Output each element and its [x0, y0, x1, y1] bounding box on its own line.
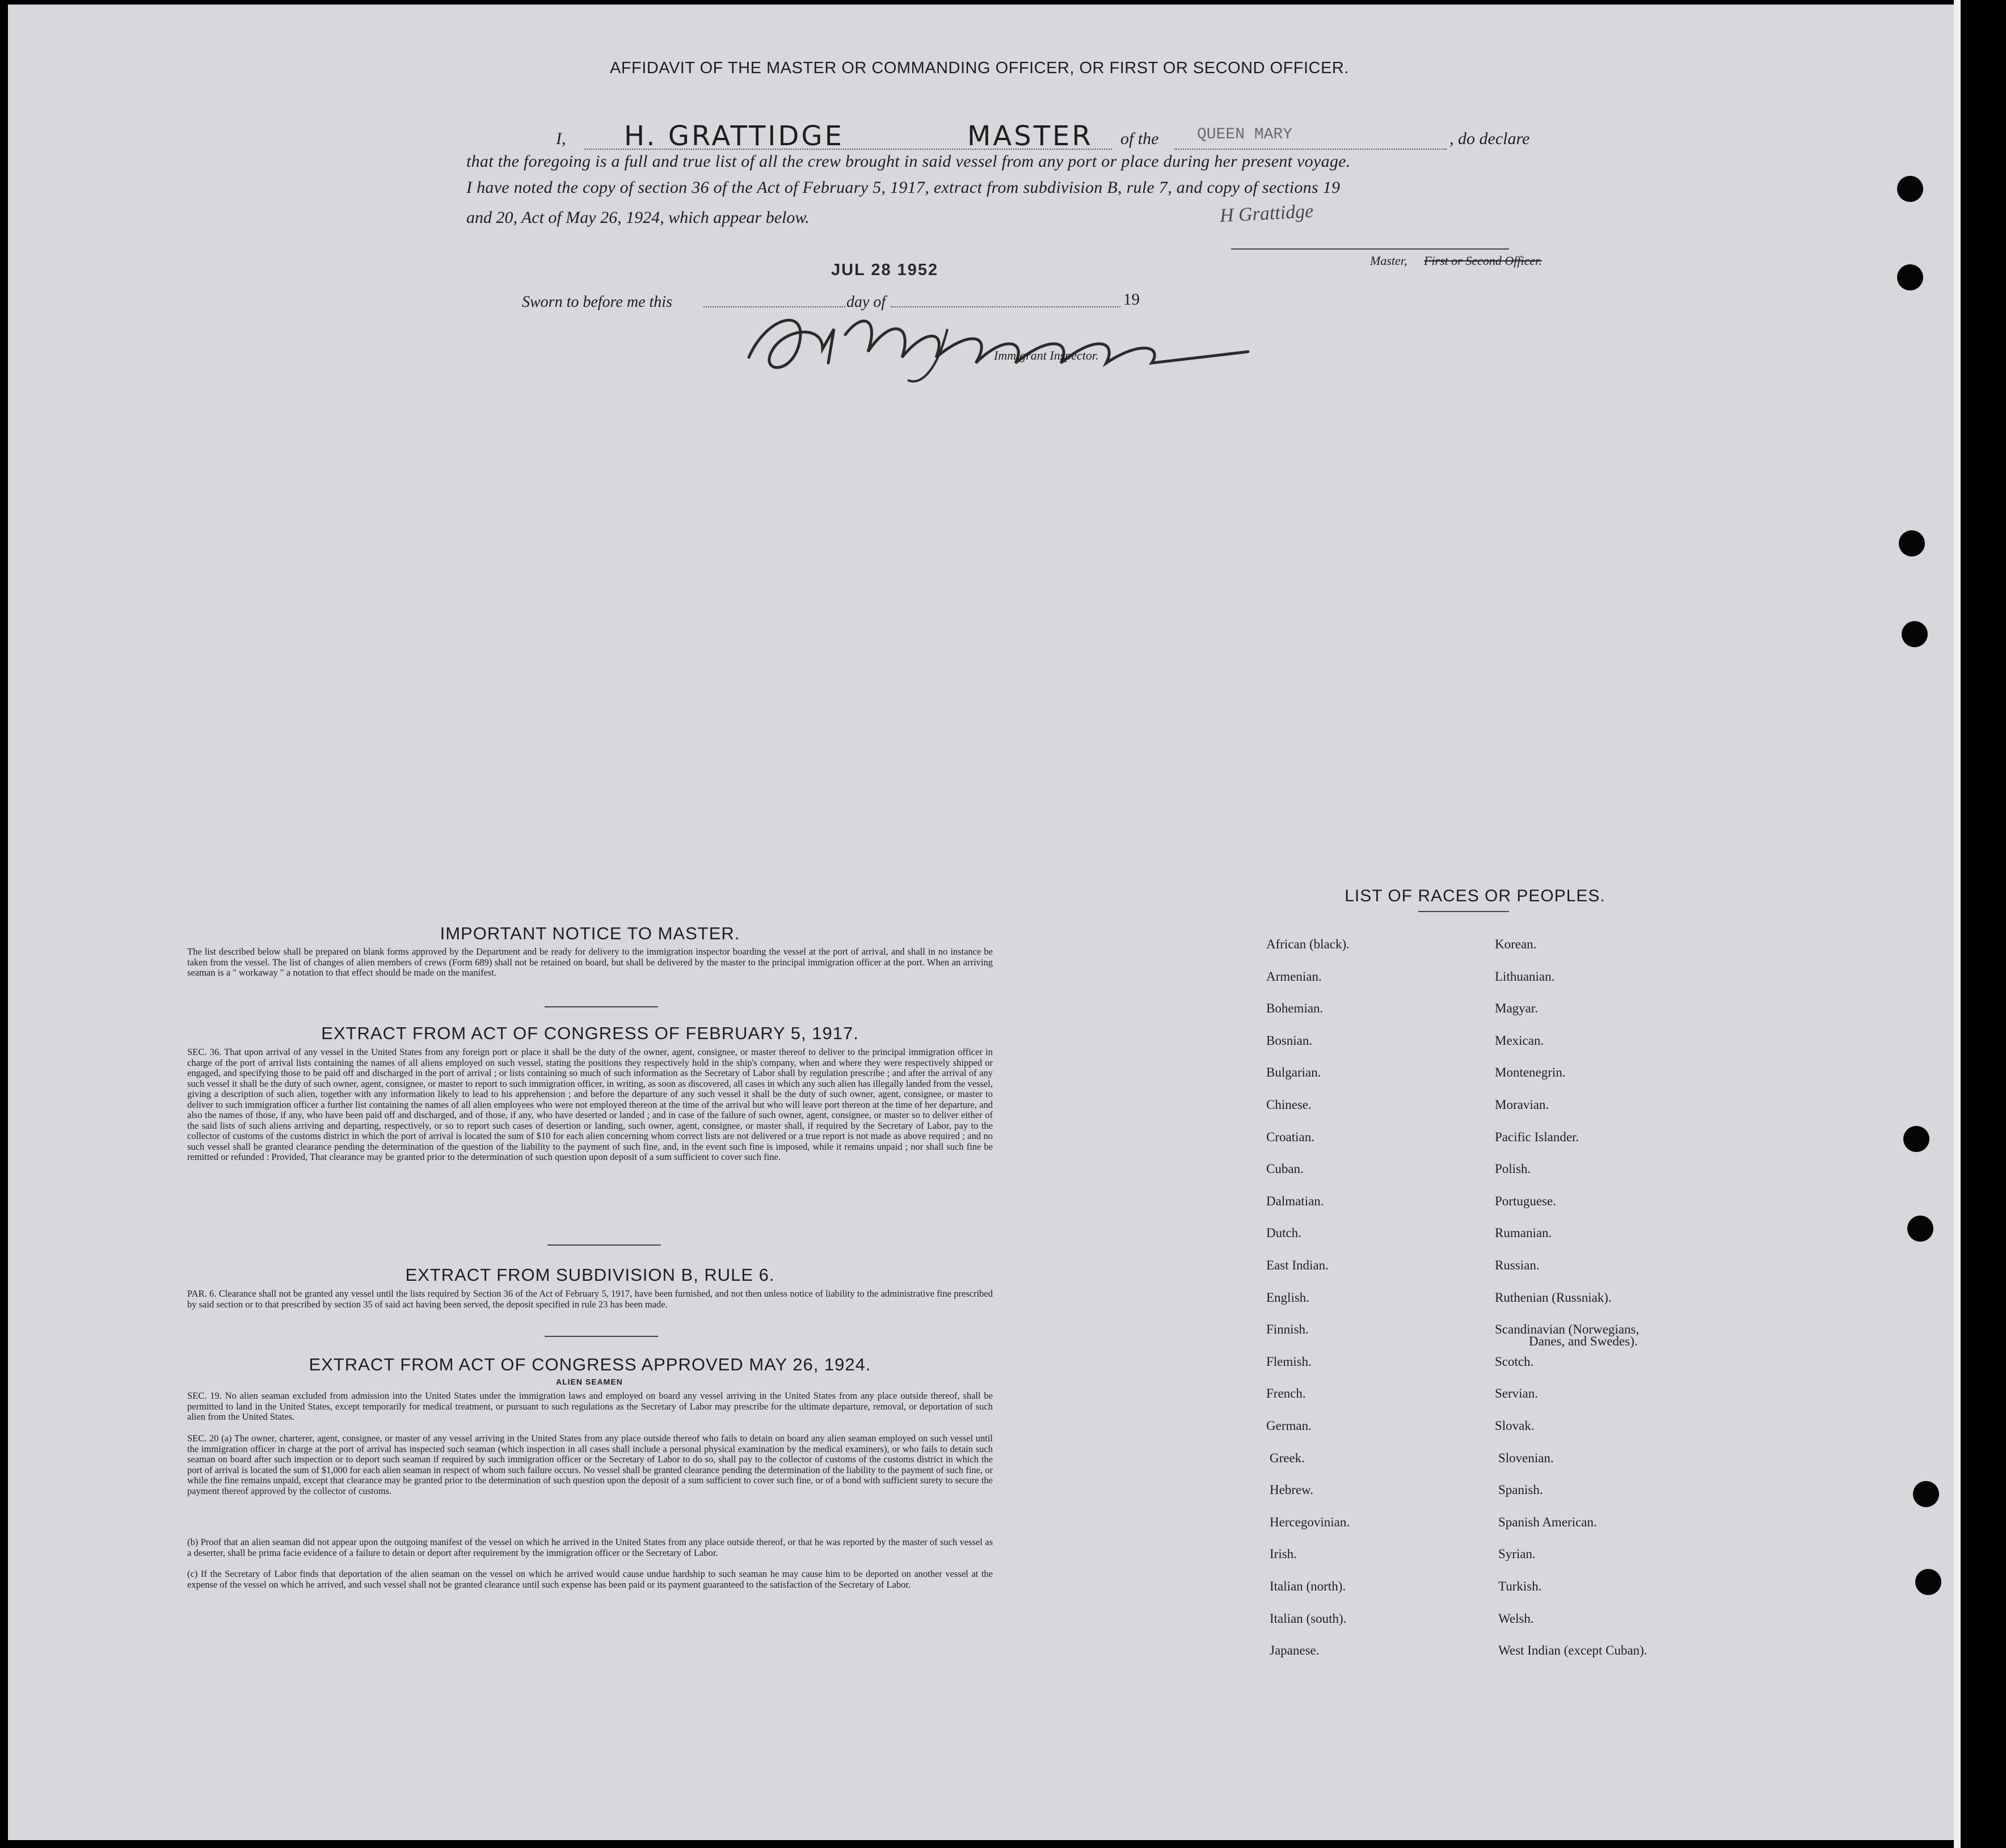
affidavit-line-4: and 20, Act of May 26, 1924, which appear below.: [466, 208, 810, 227]
notice-body: The list described below shall be prepared on blank forms approved by the Department and be ready for delivery to the immigration inspector boarding the vessel at the port of arrival, and shall in no instance be taken from the vessel. The list of changes of alien members of crews (Form 689) shall not be retained on board, but shall be delivered by the master to the principal immigration officer at the port. When an arriving seaman is a " workaway " a notation to that effect should be made on the manifest.: [187, 946, 993, 978]
race-item: Japanese.: [1270, 1643, 1320, 1658]
race-item: Turkish.: [1498, 1579, 1542, 1593]
date-stamp: JUL 28 1952: [831, 261, 939, 279]
race-item: Montenegrin.: [1495, 1065, 1566, 1080]
race-item: Dalmatian.: [1266, 1193, 1324, 1208]
race-item: French.: [1266, 1386, 1306, 1401]
races-title: LIST OF RACES OR PEOPLES.: [1345, 887, 1605, 905]
punch-hole: [1897, 176, 1923, 202]
race-item: Slovak.: [1495, 1419, 1535, 1433]
race-item: Servian.: [1495, 1386, 1539, 1401]
year-prefix: 19: [1123, 290, 1140, 309]
race-item: East Indian.: [1266, 1258, 1329, 1272]
sec-19-body: SEC. 19. No alien seaman excluded from admission into the United States under the immigration laws and employed on board any vessel arriving in the United States from any place outside thereof, shall be permitted to land in the United States, except temporarily for medical treatment, or pursuant to such regulations as the Secretary of Labor may prescribe for the ultimate departure, removal, or deportation of such alien from the United States.: [187, 1390, 993, 1422]
notice-title: IMPORTANT NOTICE TO MASTER.: [440, 923, 740, 943]
race-item: Hercegovinian.: [1270, 1514, 1350, 1529]
affidavit-line-2: that the foregoing is a full and true list of all the crew brought in said vessel from any port or place during her present voyage.: [466, 152, 1351, 171]
name-underline: [584, 149, 1112, 150]
race-item: Bosnian.: [1266, 1033, 1313, 1048]
signature-line: [1231, 248, 1509, 250]
affidavit-line-3: I have noted the copy of section 36 of the Act of February 5, 1917, extract from subdivision B, rule 7, and copy of sections 19: [466, 178, 1341, 197]
sec-20a-body: SEC. 20 (a) The owner, charterer, agent, consignee, or master of any vessel arriving in the United States from any place outside thereof who fails to detain on board any alien seaman employed on such vessel until the immigration officer in charge at the port of arrival has inspected such seaman (which inspection in all cases shall include a personal physical examination by the medical examiners), or who fails to detain such seaman on board after such inspection or to deport such seaman if required by such immigration officer or the Secretary of Labor to do so, shall pay to the collector of customs of the customs district in which the port of arrival is located the sum of $1,000 for each alien seaman in respect of whom such failure occurs. No vessel shall be granted clearance pending the determination of the liability to the payment of such fine, or while the fine remains unpaid, except that clearance may be granted prior to the determination of such question upon the deposit of a sum sufficient to cover such fine, or of a bond with sufficient surety to secure the payment thereof approved by the collector of customs.: [187, 1433, 993, 1496]
race-item: Hebrew.: [1270, 1483, 1314, 1497]
race-item: Slovenian.: [1498, 1450, 1554, 1465]
sec-20c-body: (c) If the Secretary of Labor finds that deportation of the alien seaman on the vessel on which he arrived would cause undue hardship to such seaman he may cause him to be deported on another vessel at the expense of the vessel on which he arrived, and such vessel shall not be granted clearance until such expense has been paid or its payment guaranteed to the satisfaction of the Secretary of Labor.: [187, 1568, 993, 1590]
divider: [547, 1244, 661, 1246]
affidavit-i: I,: [556, 129, 566, 148]
affidavit-title: AFFIDAVIT OF THE MASTER OR COMMANDING OFFICER, OR FIRST OR SECOND OFFICER.: [610, 59, 1349, 77]
punch-hole: [1913, 1481, 1939, 1507]
race-continuation: Danes, and Swedes).: [1529, 1334, 1638, 1348]
vessel-underline: [1174, 149, 1447, 150]
race-item: Lithuanian.: [1495, 969, 1555, 984]
alien-seamen-subtitle: ALIEN SEAMEN: [556, 1377, 623, 1386]
race-item: Cuban.: [1266, 1162, 1304, 1176]
extract-1917-title: EXTRACT FROM ACT OF CONGRESS OF FEBRUARY 5, 1917.: [321, 1023, 859, 1043]
divider: [545, 1336, 658, 1337]
race-item: Spanish American.: [1498, 1514, 1597, 1529]
struck-officer-label: First or Second Officer.: [1424, 254, 1542, 268]
page-edge: [1954, 0, 1961, 1848]
race-item: Greek.: [1270, 1450, 1305, 1465]
vessel-name: QUEEN MARY: [1197, 126, 1293, 144]
race-item: Armenian.: [1266, 969, 1322, 984]
master-name: H. GRATTIDGE: [624, 120, 844, 152]
rule-6-body: PAR. 6. Clearance shall not be granted any vessel until the lists required by Section 36 of the Act of February 5, 1917, have been furnished, and not then unless notice of liability to the administrative fine prescribed by said section or to that prescribed by section 35 of said act having been served, the deposit specified in rule 23 has been made.: [187, 1288, 993, 1310]
master-label: Master,: [1370, 254, 1407, 268]
race-item: Bohemian.: [1266, 1001, 1324, 1016]
document-page: [8, 5, 1954, 1840]
race-item: Mexican.: [1495, 1033, 1544, 1048]
extract-1924-title: EXTRACT FROM ACT OF CONGRESS APPROVED MAY 26, 1924.: [309, 1355, 871, 1374]
race-item: Korean.: [1495, 937, 1537, 951]
master-rank: MASTER: [967, 120, 1093, 152]
punch-hole: [1897, 264, 1923, 290]
race-item: Rumanian.: [1495, 1226, 1552, 1241]
races-title-underline: [1418, 911, 1509, 912]
race-item: Pacific Islander.: [1495, 1129, 1579, 1144]
day-of-label: day of: [846, 293, 886, 311]
race-item: Ruthenian (Russniak).: [1495, 1290, 1612, 1305]
race-item: Finnish.: [1266, 1322, 1309, 1337]
race-item: Bulgarian.: [1266, 1065, 1321, 1080]
of-the-label: of the: [1120, 129, 1159, 148]
race-item: Chinese.: [1266, 1098, 1312, 1112]
race-item: Scandinavian (Norwegians,: [1495, 1322, 1640, 1337]
race-item: Syrian.: [1498, 1547, 1536, 1562]
do-declare-label: , do declare: [1449, 129, 1530, 148]
race-item: Magyar.: [1495, 1001, 1539, 1016]
race-item: Dutch.: [1266, 1226, 1301, 1241]
punch-hole: [1903, 1126, 1929, 1152]
race-item: Croatian.: [1266, 1129, 1314, 1144]
race-item: Italian (south).: [1270, 1611, 1347, 1626]
race-item: Italian (north).: [1270, 1579, 1346, 1593]
race-item: Polish.: [1495, 1162, 1531, 1176]
extract-1917-body: SEC. 36. That upon arrival of any vessel in the United States from any foreign port or place it shall be the duty of the owner, agent, consignee, or master thereof to deliver to the principal immigration officer in charge of the port of arrival lists containing the names of all aliens employed on such vessel, stating the positions they respectively hold in the ship's company, when and where they were respectively shipped or engaged, and specifying those to be paid off and discharged in the port of arrival ; or lists containing so much of such information as the Secretary of Labor shall by regulation prescribe ; and after the arrival of any such vessel it shall be the duty of such owner, agent, consignee, or master to report to such immigration officer, in writing, as soon as discovered, all cases in which any such alien has illegally landed from the vessel, giving a description of such alien, together with any information likely to lead to his apprehension ; and before the departure of any such vessel it shall be the duty of such owner, agent, consignee, or master to deliver to such immigration officer a further list containing the names of all alien employees who were not employed thereon at the time of the arrival but who will leave port thereon at the time of her departure, and also the names of those, if any, who have been paid off and discharged, and of those, if any, who have deserted or landed ; and in case of the failure of such owner, agent, consignee, or master so to deliver either of the said lists of such aliens arriving and departing, respectively, or so to report such cases of desertion or landing, such owner, agent, consignee, or master shall, if required by the Secretary of Labor, pay to the collector of customs of the customs district in which the port of arrival is located the sum of $10 for each alien concerning whom correct lists are not delivered or a true report is not made as above required ; and no such vessel shall be granted clearance pending the determination of the question of the liability to the payment of such fine, and, in the event such fine is imposed, while it remains unpaid ; nor shall such fine be remitted or refunded : Provided, That clearance may be granted prior to the determination of such question upon deposit of a sum sufficient to cover such fine.: [187, 1047, 993, 1162]
inspector-signature: [806, 309, 889, 324]
master-signature: H Grattidge: [1219, 200, 1314, 227]
race-item: African (black).: [1266, 937, 1350, 951]
punch-hole: [1899, 530, 1925, 556]
punch-hole: [1902, 621, 1928, 647]
sec-20b-body: (b) Proof that an alien seaman did not appear upon the outgoing manifest of the vessel on which he arrived in the United States from any place outside thereof, or that he was reported by the master of such vessel as a deserter, shall be prima facie evidence of a failure to detain or deport after requirement by the immigration officer or the Secretary of Labor.: [187, 1537, 993, 1558]
race-item: Flemish.: [1266, 1354, 1312, 1369]
race-item: West Indian (except Cuban).: [1498, 1643, 1647, 1658]
race-item: Moravian.: [1495, 1098, 1549, 1112]
sworn-label: Sworn to before me this: [522, 293, 672, 311]
punch-hole: [1907, 1216, 1933, 1242]
punch-hole: [1915, 1569, 1941, 1595]
race-item: Russian.: [1495, 1258, 1540, 1272]
race-item: Welsh.: [1498, 1611, 1534, 1626]
race-item: English.: [1266, 1290, 1310, 1305]
divider: [545, 1006, 658, 1007]
rule-6-title: EXTRACT FROM SUBDIVISION B, RULE 6.: [405, 1265, 775, 1285]
race-item: Irish.: [1270, 1547, 1297, 1562]
inspector-label: Immigrant Inspector.: [994, 348, 1099, 362]
race-item: Scotch.: [1495, 1354, 1534, 1369]
race-item: German.: [1266, 1419, 1312, 1433]
race-item: Spanish.: [1498, 1483, 1543, 1497]
race-item: Portuguese.: [1495, 1193, 1556, 1208]
